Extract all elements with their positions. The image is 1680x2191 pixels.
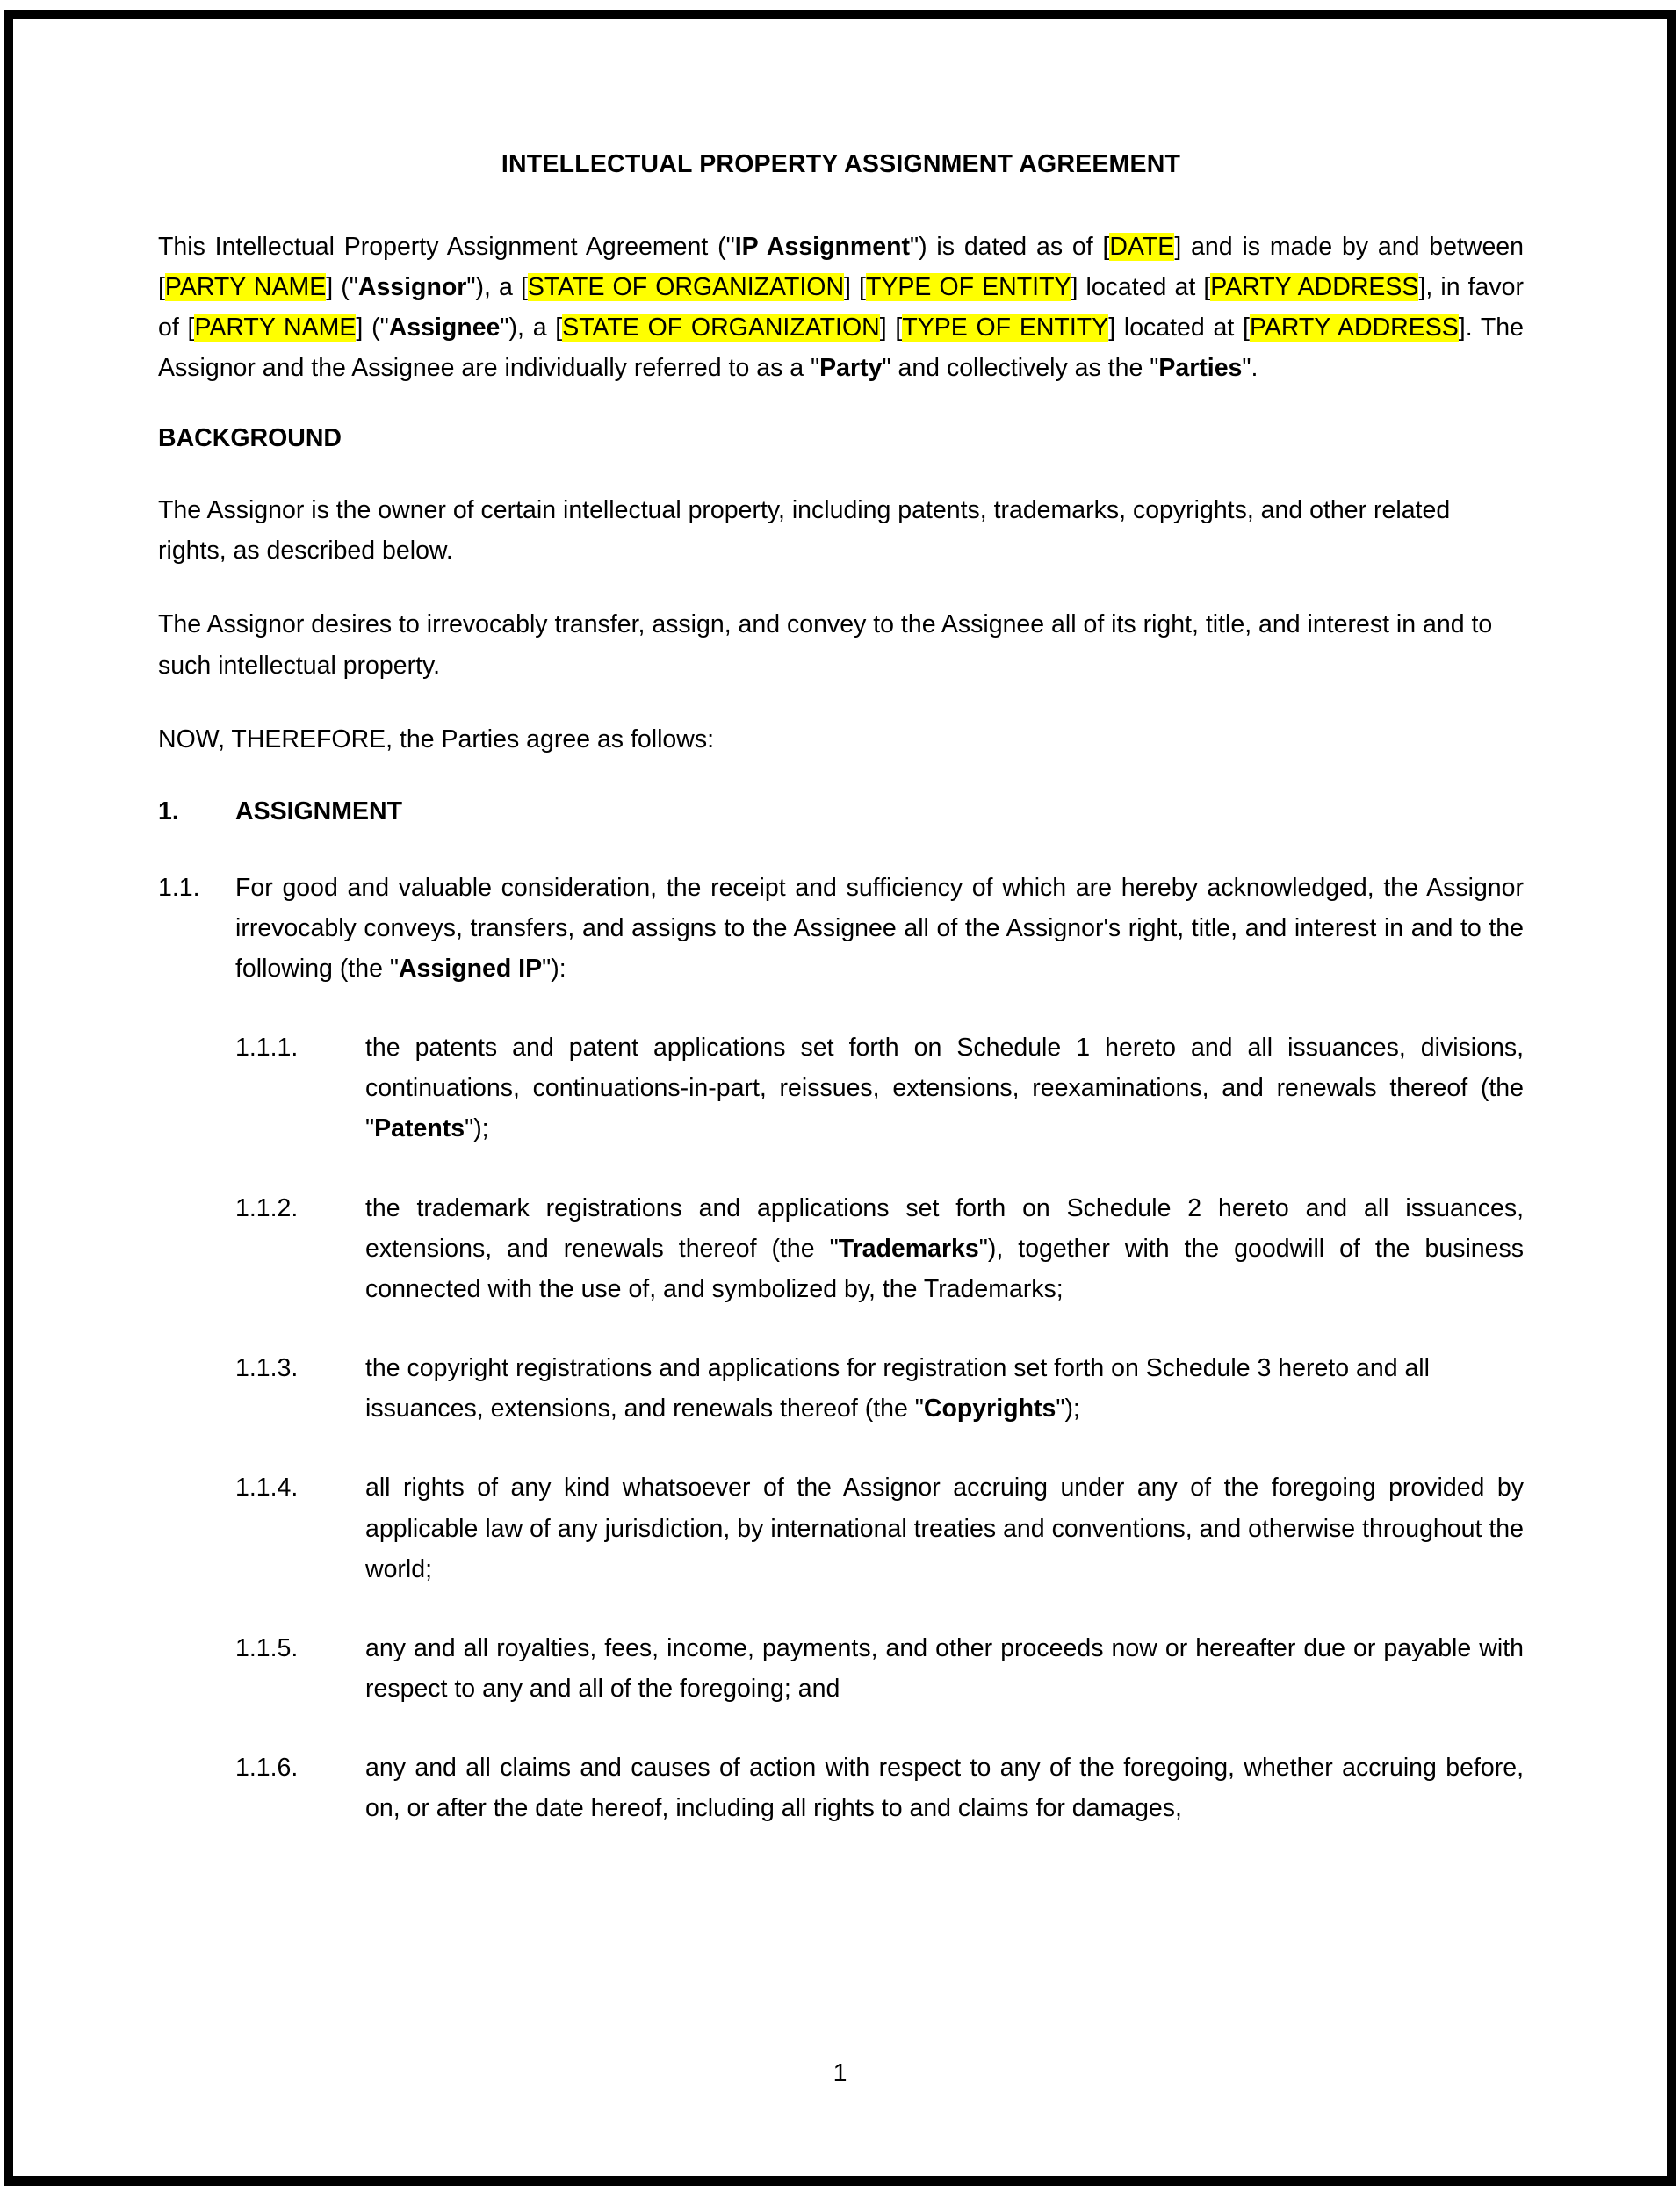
- clause-1-1-6: [235, 1748, 1524, 1828]
- clause-1-1-1-bold-patents: Patents: [374, 1114, 465, 1143]
- document-content: [158, 149, 1524, 1867]
- clause-1-1-number: 1.1.: [158, 873, 200, 902]
- clause-1-1-2-number: 1.1.2.: [235, 1193, 299, 1222]
- clause-1-1-bold-assigned-ip: Assigned IP: [398, 954, 543, 983]
- clause-1-1-2: [235, 1188, 1524, 1309]
- clause-1-1-1-text: [365, 1027, 1524, 1149]
- placeholder-date: DATE: [1109, 232, 1175, 261]
- placeholder-state-of-organization-assignor: STATE OF ORGANIZATION: [527, 272, 845, 301]
- preamble-text-8: ], in favor of [: [158, 272, 1524, 342]
- clause-1-1-2-bold-trademarks: Trademarks: [838, 1234, 979, 1263]
- clause-1-1-3-text-part-1: the copyright registrations and applications for registration set forth on Schedule 3 hereto and all issuances, extensions, and renewals thereof (the ": [365, 1354, 1430, 1423]
- clause-1-1-6-text: any and all claims and causes of action with respect to any of the foregoing, whether accruing before, on, or after the date hereof, including all rights to and claims for damages,: [365, 1754, 1524, 1823]
- clause-1-1-3-bold-copyrights: Copyrights: [923, 1395, 1056, 1423]
- clause-1-1: [158, 868, 1524, 989]
- preamble-text-13: ]. The Assignor and the Assignee are individually referred to as a ": [158, 313, 1524, 383]
- clause-1-1-4-text: all rights of any kind whatsoever of the Assignor accruing under any of the foregoing provided by applicable law of any jurisdiction, by international treaties and conventions, and otherwise throughout the world;: [365, 1474, 1524, 1583]
- clause-1-1-3-number: 1.1.3.: [235, 1354, 299, 1383]
- placeholder-state-of-organization-assignee: STATE OF ORGANIZATION: [562, 313, 880, 342]
- preamble-bold-assignee: Assignee: [388, 313, 501, 342]
- placeholder-party-name-assignor: PARTY NAME: [164, 272, 327, 301]
- preamble-bold-assignor: Assignor: [357, 272, 467, 301]
- preamble-text-3: ] and is made by and between [: [158, 232, 1525, 301]
- clause-1-1-3-text: [365, 1348, 1524, 1429]
- section-1-number: 1.: [158, 796, 179, 825]
- background-paragraph-2: The Assignor desires to irrevocably transfer, assign, and convey to the Assignee all of its right, title, and interest in and to such intellectual property.: [158, 610, 1493, 680]
- preamble-text-1: This Intellectual Property Assignment Agreement (": [158, 232, 735, 261]
- preamble-text-15: ".: [1242, 354, 1258, 383]
- preamble-text-6: ] [: [844, 272, 866, 301]
- preamble-bold-party: Party: [819, 354, 883, 383]
- clause-1-1-5: [235, 1628, 1524, 1709]
- preamble-text-7: ] located at [: [1071, 272, 1211, 301]
- clause-1-1-5-text: any and all royalties, fees, income, payments, and other proceeds now or hereafter due or payable with respect to any and all of the foregoing; and: [365, 1633, 1524, 1704]
- clause-1-1-text-part-1: For good and valuable consideration, the receipt and sufficiency of which are hereby acknowledged, the Assignor irrevocably conveys, transfers, and assigns to the Assignee all of the Assignor's right, title, and interest in and to the following (the ": [235, 873, 1524, 983]
- clause-1-1-text-part-2: "):: [542, 954, 566, 983]
- clause-1-1-1: [235, 1027, 1524, 1149]
- clause-1-1-1-text-part-1: the patents and patent applications set forth on Schedule 1 hereto and all issuances, divisions, continuations, continuations-in-part, reissues, extensions, reexaminations, and renewals thereof (the ": [365, 1034, 1524, 1143]
- clause-1-1-5-number: 1.1.5.: [235, 1633, 299, 1662]
- placeholder-party-name-assignee: PARTY NAME: [194, 313, 357, 342]
- clause-1-1-text: [235, 868, 1524, 989]
- preamble-text-9: ] (": [356, 313, 389, 342]
- clause-1-1-2-text-part-2: "), together with the goodwill of the business connected with the use of, and symbolized by, the Trademarks;: [365, 1234, 1525, 1303]
- clause-1-1-2-text: [365, 1188, 1524, 1309]
- preamble-bold-parties: Parties: [1158, 354, 1243, 383]
- preamble-text-12: ] located at [: [1108, 313, 1250, 342]
- preamble-text-5: "), a [: [466, 272, 528, 301]
- preamble-bold-ip-assignment: IP Assignment: [734, 232, 910, 261]
- page-title: INTELLECTUAL PROPERTY ASSIGNMENT AGREEMENT: [501, 150, 1181, 178]
- preamble-text-10: "), a [: [500, 313, 563, 342]
- placeholder-type-of-entity-assignor: TYPE OF ENTITY: [865, 272, 1071, 301]
- placeholder-type-of-entity-assignee: TYPE OF ENTITY: [902, 313, 1109, 342]
- clause-1-1-1-number: 1.1.1.: [235, 1034, 299, 1063]
- preamble-text-11: ] [: [879, 313, 903, 342]
- clause-1-1-1-text-part-2: ");: [465, 1114, 489, 1143]
- background-heading: BACKGROUND: [158, 424, 342, 453]
- clause-1-1-6-number: 1.1.6.: [235, 1754, 299, 1783]
- clause-1-1-3: [235, 1348, 1524, 1429]
- background-paragraph-3: NOW, THEREFORE, the Parties agree as follows:: [158, 724, 715, 753]
- clause-1-1-2-text-part-1: the trademark registrations and applications set forth on Schedule 2 hereto and all issuances, extensions, and renewals thereof (the ": [365, 1193, 1524, 1263]
- placeholder-party-address-assignee: PARTY ADDRESS: [1249, 313, 1459, 342]
- preamble-text-2: ") is dated as of [: [910, 232, 1110, 261]
- clause-1-1-3-text-part-2: ");: [1056, 1395, 1080, 1423]
- section-1-title: ASSIGNMENT: [235, 796, 403, 825]
- placeholder-party-address-assignor: PARTY ADDRESS: [1210, 272, 1419, 301]
- clause-1-1-4: [235, 1467, 1524, 1589]
- page-number: 1: [833, 2059, 847, 2087]
- preamble-text-4: ] (": [326, 272, 358, 301]
- background-paragraph-1: The Assignor is the owner of certain intellectual property, including patents, trademarks, copyrights, and other related rights, as described below.: [158, 496, 1451, 566]
- section-1-heading: [158, 793, 1524, 831]
- preamble-text-14: " and collectively as the ": [882, 354, 1159, 383]
- preamble-paragraph: [158, 227, 1524, 389]
- clause-1-1-4-number: 1.1.4.: [235, 1474, 299, 1503]
